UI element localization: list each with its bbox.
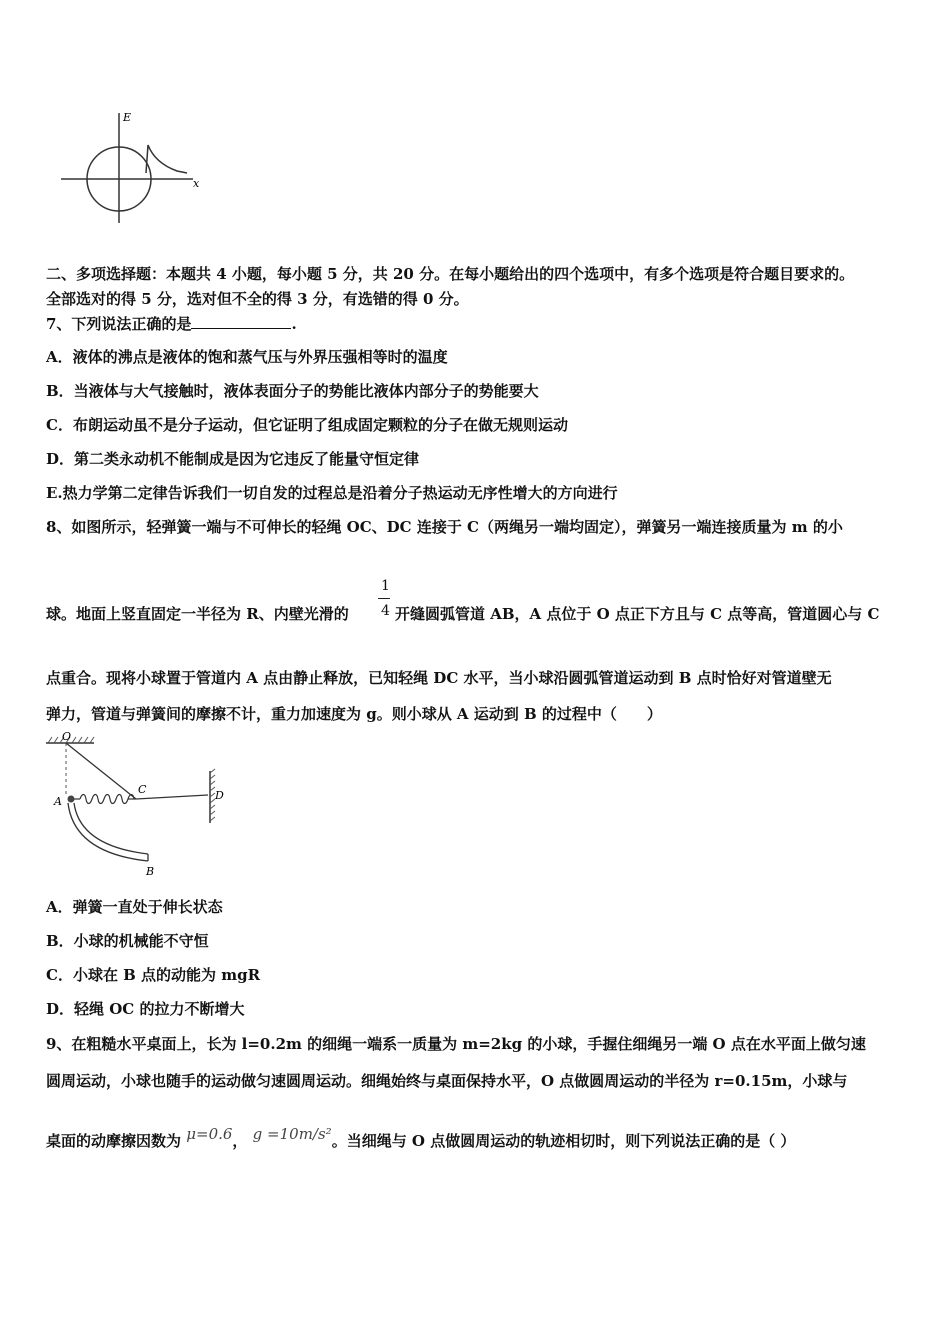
q7-option-a: A．液体的沸点是液体的饱和蒸气压与外界压强相等时的温度 [46,348,448,366]
q7-stem-text: 7、下列说法正确的是 [46,315,192,333]
g-formula: g =10m/s² [252,1125,332,1143]
q7-option-b: B．当液体与大气接触时，液体表面分子的势能比液体内部分子的势能要大 [46,382,539,400]
q9-separator: ， [232,1132,248,1150]
q7-stem-end: . [291,315,297,333]
q7-option-c: C．布朗运动虽不是分子运动，但它证明了组成固定颗粒的分子在做无规则运动 [46,416,568,434]
axis-x-label: x [193,177,200,190]
q9-line3-text-b: 。当细绳与 O 点做圆周运动的轨迹相切时，则下列说法正确的是（ ） [331,1132,796,1150]
fraction-numerator: 1 [381,578,390,594]
label-d: D [215,789,224,802]
q8-stem-line3: 点重合。现将小球置于管道内 A 点由静止释放，已知轻绳 DC 水平，当小球沿圆弧管道运动到 B 点时恰好对管道壁无 [46,669,832,687]
figure-e-x-graph [55,105,215,230]
q9-stem-line1: 9、在粗糙水平桌面上，长为 l=0.2m 的细绳一端系一质量为 m=2kg 的小球，手握住细绳另一端 O 点在水平面上做匀速 [46,1035,866,1053]
section-header-line1: 二、多项选择题：本题共 4 小题，每小题 5 分，共 20 分。在每小题给出的四个选项中，有多个选项是符合题目要求的。 [46,265,855,283]
q7-stem [46,313,297,334]
figure-spring-pipe [44,730,244,878]
q9-stem-line3 [46,1125,796,1151]
section-header-line2: 全部选对的得 5 分，选对但不全的得 3 分，有选错的得 0 分。 [46,290,469,308]
label-c: C [138,783,147,796]
q7-option-d: D．第二类永动机不能制成是因为它违反了能量守恒定律 [46,450,420,468]
q8-stem-line2a: 球。地面上竖直固定一半径为 R、内壁光滑的 [46,605,349,623]
answer-blank [191,314,291,329]
fraction-bar [378,598,390,599]
mu-formula: μ=0.6 [186,1125,233,1143]
q9-line3-text-a: 桌面的动摩擦因数为 [46,1132,182,1150]
axis-e-label: E [123,111,132,124]
label-a: A [54,795,62,808]
fraction-denominator: 4 [381,603,390,619]
q8-stem-line1: 8、如图所示，轻弹簧一端与不可伸长的轻绳 OC、DC 连接于 C（两绳另一端均固定），弹簧另一端连接质量为 m 的小 [46,518,843,536]
q8-option-d: D．轻绳 OC 的拉力不断增大 [46,1000,245,1018]
label-b: B [146,865,155,878]
q8-option-c: C．小球在 B 点的动能为 mgR [46,966,261,984]
q8-option-b: B．小球的机械能不守恒 [46,932,209,950]
q8-stem-line4: 弹力，管道与弹簧间的摩擦不计，重力加速度为 g。则小球从 A 运动到 B 的过程中（ ） [46,705,662,723]
q7-option-e: E.热力学第二定律告诉我们一切自发的过程总是沿着分子热运动无序性增大的方向进行 [46,484,618,502]
q8-option-a: A．弹簧一直处于伸长状态 [46,898,223,916]
label-o: O [62,730,72,743]
q9-stem-line2: 圆周运动，小球也随手的运动做匀速圆周运动。细绳始终与桌面保持水平，O 点做圆周运动的半径为 r=0.15m，小球与 [46,1072,848,1090]
q8-stem-line2b: 开缝圆弧管道 AB，A 点位于 O 点正下方且与 C 点等高，管道圆心与 C [395,605,880,623]
